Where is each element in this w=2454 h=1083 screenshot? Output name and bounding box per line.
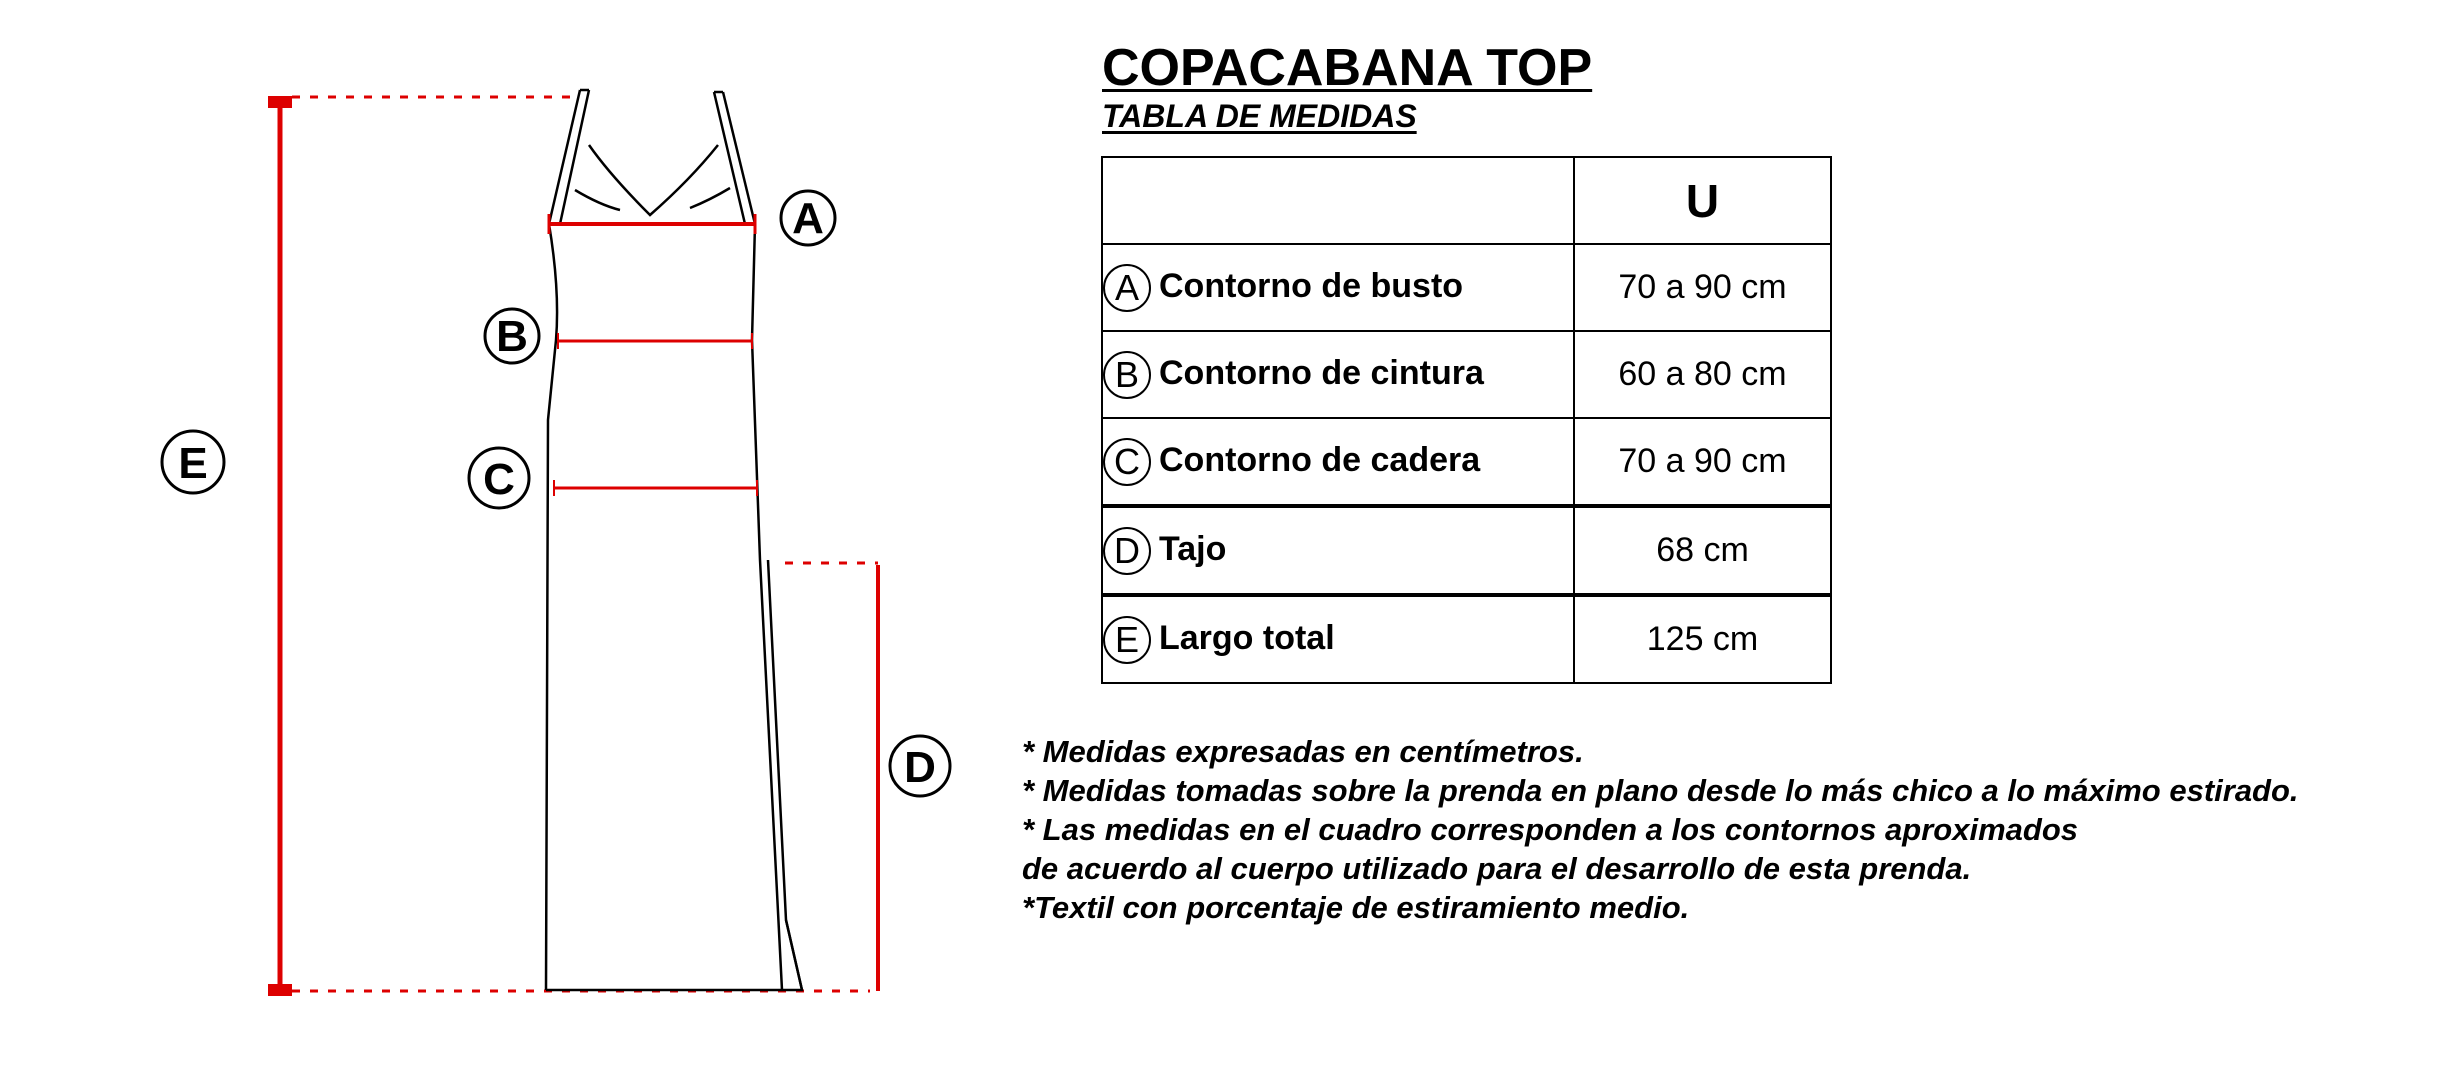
notes-block — [1022, 732, 2299, 927]
label-d-badge — [890, 736, 950, 796]
letter-badge: D — [1103, 527, 1151, 575]
label-a-badge — [781, 191, 835, 245]
measure-label: Largo total — [1159, 618, 1335, 657]
note-line: * Las medidas en el cuadro corresponden a los contornos aproximados — [1022, 812, 2078, 847]
table-row — [1102, 506, 1831, 595]
measure-label: Tajo — [1159, 529, 1227, 568]
measure-value: 70 a 90 cm — [1574, 418, 1831, 506]
page-subtitle: TABLA DE MEDIDAS — [1102, 98, 1417, 134]
row-label-cell — [1102, 418, 1574, 506]
header-empty-cell — [1102, 157, 1574, 244]
measure-label: Contorno de cadera — [1159, 440, 1481, 479]
note-line: * Medidas tomadas sobre la prenda en plano desde lo más chico a lo máximo estirado. — [1022, 773, 2299, 808]
size-column-header: U — [1574, 157, 1831, 244]
letter-badge: E — [1103, 616, 1151, 664]
size-table — [1101, 156, 1832, 684]
table-row — [1102, 244, 1831, 331]
note-line: * Medidas expresadas en centímetros. — [1022, 734, 1584, 769]
label-e-text: E — [178, 439, 208, 488]
label-d-text: D — [904, 743, 936, 792]
label-a-text: A — [792, 194, 824, 243]
measure-e-length — [268, 96, 870, 996]
size-table-header — [1102, 157, 1831, 244]
label-c-badge — [469, 448, 529, 508]
letter-badge: B — [1103, 351, 1151, 399]
measure-value: 125 cm — [1574, 595, 1831, 683]
row-label-cell — [1102, 506, 1574, 595]
letter-badge: C — [1103, 438, 1151, 486]
row-label-cell — [1102, 244, 1574, 331]
measure-a-bust — [549, 214, 755, 234]
label-c-text: C — [483, 455, 515, 504]
measure-value: 70 a 90 cm — [1574, 244, 1831, 331]
measure-value: 68 cm — [1574, 506, 1831, 595]
letter-badge: A — [1103, 264, 1151, 312]
measure-label: Contorno de busto — [1159, 266, 1464, 305]
label-b-text: B — [496, 312, 528, 361]
page-title: COPACABANA TOP — [1102, 39, 1593, 97]
note-line: *Textil con porcentaje de estiramiento medio. — [1022, 890, 1690, 925]
measure-c-hip — [554, 480, 757, 496]
table-row — [1102, 418, 1831, 506]
table-row — [1102, 595, 1831, 683]
measure-d-slit — [785, 563, 878, 991]
note-line: de acuerdo al cuerpo utilizado para el desarrollo de esta prenda. — [1022, 851, 1972, 886]
measure-label: Contorno de cintura — [1159, 353, 1484, 392]
row-label-cell — [1102, 595, 1574, 683]
table-row — [1102, 331, 1831, 418]
label-b-badge — [485, 309, 539, 363]
label-e-badge — [162, 431, 224, 493]
measure-value: 60 a 80 cm — [1574, 331, 1831, 418]
row-label-cell — [1102, 331, 1574, 418]
measure-b-waist — [558, 333, 752, 349]
